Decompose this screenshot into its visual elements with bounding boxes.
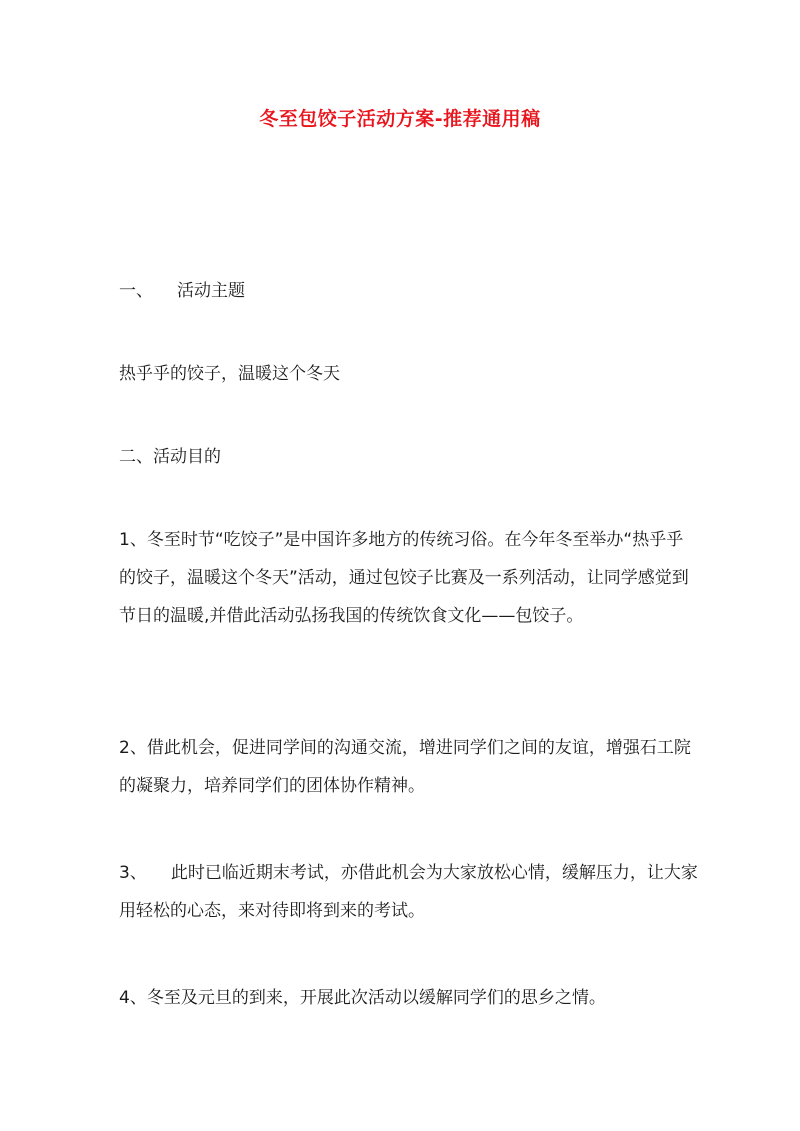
purpose-3-text: 此时已临近期末考试，亦借此机会为大家放松心情，缓解压力，让大家用轻松的心态，来对待即将到来的考试。 [119,863,698,921]
section-1-heading [119,272,699,310]
document-title: 冬至包饺子活动方案-推荐通用稿 [259,108,541,130]
purpose-paragraph-3 [119,854,699,930]
purpose-paragraph-4: 4、冬至及元旦的到来，开展此次活动以缓解同学们的思乡之情。 [119,988,606,1008]
section-1-heading-text: 活动主题 [177,281,245,301]
section-2-heading: 二、活动目的 [119,447,221,467]
purpose-3-number: 3、 [119,863,147,883]
purpose-paragraph-2: 2、借此机会，促进同学间的沟通交流，增进同学们之间的友谊，增强石工院的凝聚力，培养同学们的团体协作精神。 [119,738,691,796]
section-1-number: 一、 [119,281,153,301]
purpose-paragraph-1: 1、冬至时节“吃饺子”是中国许多地方的传统习俗。在今年冬至举办“热乎乎的饺子，温暖这个冬天”活动，通过包饺子比赛及一系列活动，让同学感觉到节日的温暖,并借此活动弘扬我国的传统饮食文化——包饺子。 [119,530,689,626]
theme-paragraph: 热乎乎的饺子，温暖这个冬天 [119,364,340,384]
